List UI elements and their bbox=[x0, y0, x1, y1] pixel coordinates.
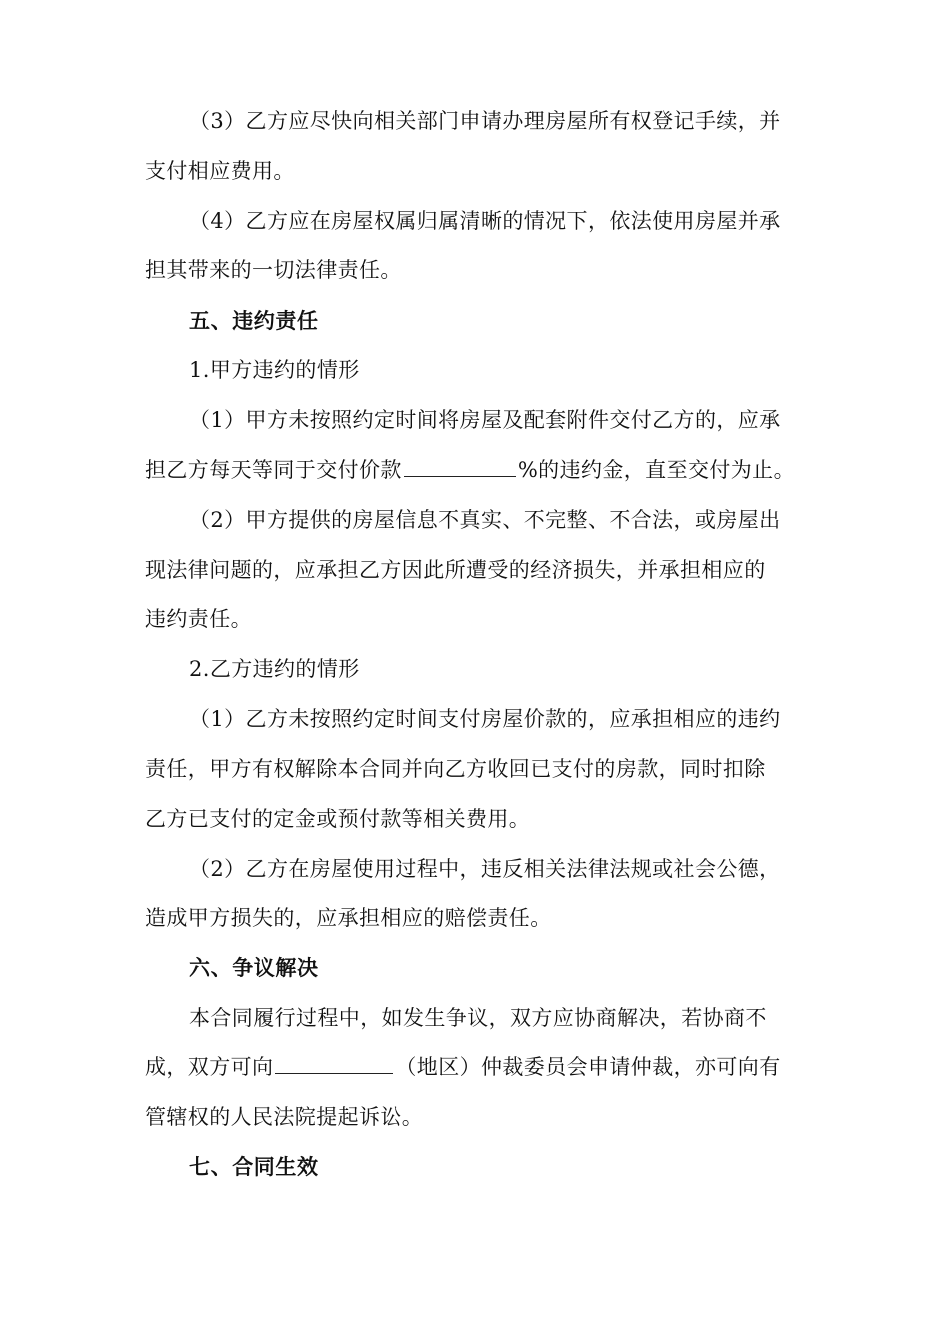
clause-5-2-1-line-1: （1）乙方未按照约定时间支付房屋价款的，应承担相应的违约 bbox=[189, 707, 781, 731]
clause-5-2-2-line-1: （2）乙方在房屋使用过程中，违反相关法律法规或社会公德， bbox=[189, 857, 781, 881]
section-7-heading: 七、合同生效 bbox=[189, 1155, 319, 1179]
section-6-heading: 六、争议解决 bbox=[189, 956, 319, 980]
arbitration-region-blank[interactable] bbox=[275, 1053, 393, 1074]
clause-5-1-2-line-3: 违约责任。 bbox=[145, 607, 252, 631]
clause-4-3-line-1: （3）乙方应尽快向相关部门申请办理房屋所有权登记手续，并 bbox=[189, 109, 781, 133]
clause-5-1-1-line-2 bbox=[145, 455, 795, 485]
clause-5-1-1-line-1: （1）甲方未按照约定时间将房屋及配套附件交付乙方的，应承 bbox=[189, 408, 781, 432]
clause-5-2-1-line-3: 乙方已支付的定金或预付款等相关费用。 bbox=[145, 807, 531, 831]
section-5-heading: 五、违约责任 bbox=[189, 309, 319, 333]
clause-4-4-line-1: （4）乙方应在房屋权属归属清晰的情况下，依法使用房屋并承 bbox=[189, 209, 781, 233]
section-6-line-3: 管辖权的人民法院提起诉讼。 bbox=[145, 1105, 424, 1129]
clause-4-4-line-2: 担其带来的一切法律责任。 bbox=[145, 258, 402, 282]
clause-4-3-line-2: 支付相应费用。 bbox=[145, 159, 295, 183]
subsection-5-2-heading: 2.乙方违约的情形 bbox=[189, 657, 360, 681]
clause-5-1-2-line-2: 现法律问题的，应承担乙方因此所遭受的经济损失，并承担相应的 bbox=[145, 558, 766, 582]
section-6-text-after-blank: （地区）仲裁委员会申请仲裁，亦可向有 bbox=[395, 1055, 781, 1079]
section-6-line-2 bbox=[145, 1052, 781, 1082]
subsection-5-1-heading: 1.甲方违约的情形 bbox=[189, 358, 360, 382]
section-6-text-before-blank: 成，双方可向 bbox=[145, 1055, 274, 1079]
clause-5-2-1-line-2: 责任，甲方有权解除本合同并向乙方收回已支付的房款，同时扣除 bbox=[145, 757, 766, 781]
clause-5-1-1-text-before-blank: 担乙方每天等同于交付价款 bbox=[145, 458, 402, 482]
clause-5-1-1-text-after-blank: %的违约金，直至交付为止。 bbox=[517, 458, 795, 482]
clause-5-1-2-line-1: （2）甲方提供的房屋信息不真实、不完整、不合法，或房屋出 bbox=[189, 508, 781, 532]
penalty-rate-blank[interactable] bbox=[404, 456, 516, 477]
section-6-line-1: 本合同履行过程中，如发生争议，双方应协商解决，若协商不 bbox=[189, 1006, 767, 1030]
clause-5-2-2-line-2: 造成甲方损失的，应承担相应的赔偿责任。 bbox=[145, 906, 552, 930]
